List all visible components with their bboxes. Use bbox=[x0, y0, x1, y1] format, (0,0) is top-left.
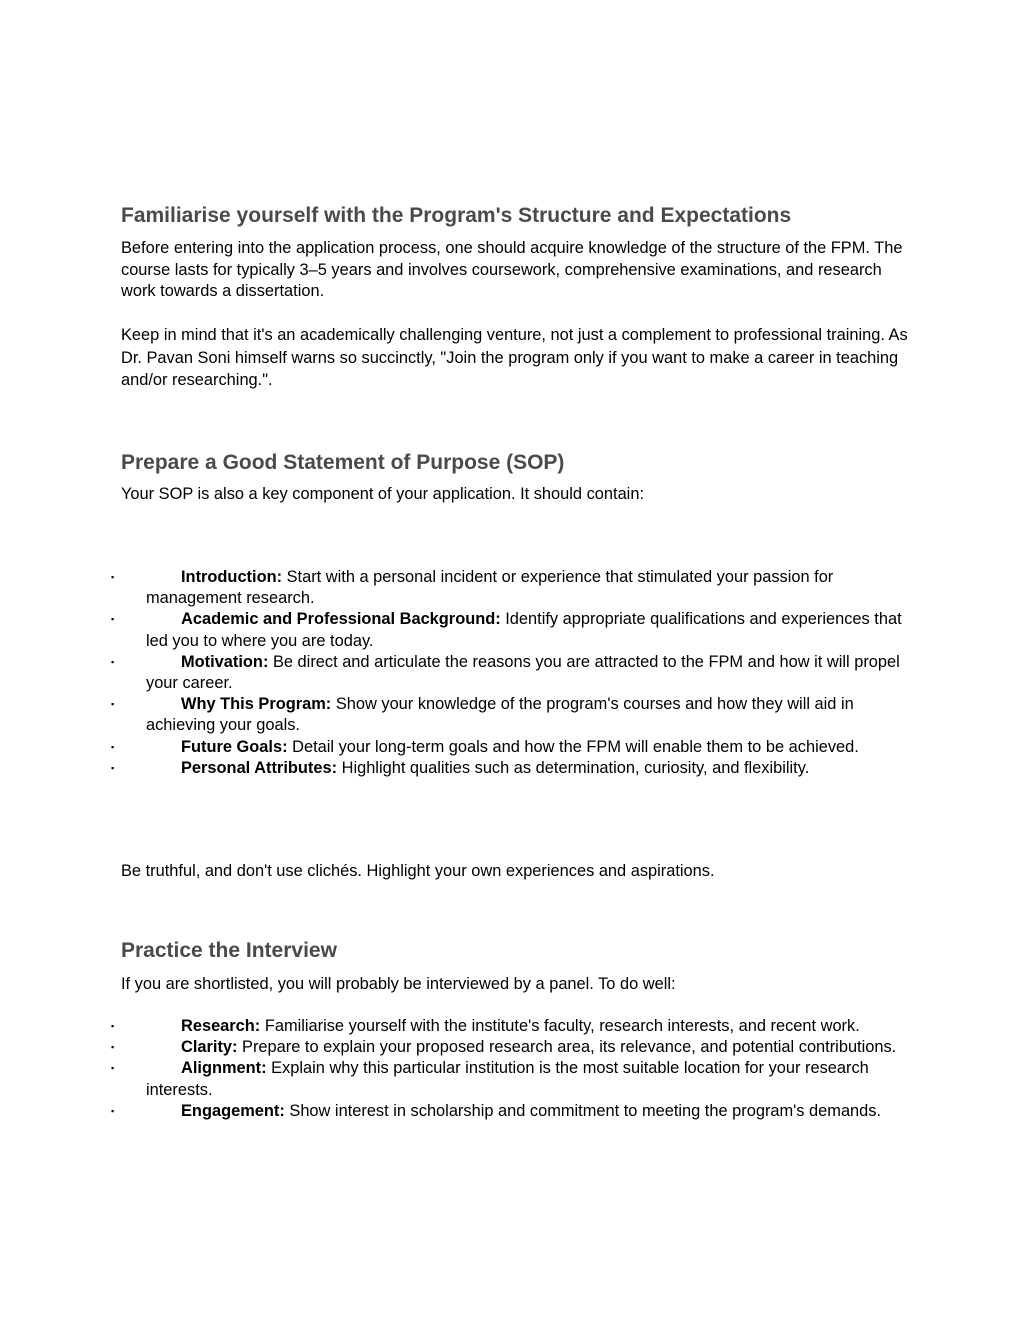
list-item-label: Alignment: bbox=[181, 1059, 267, 1078]
list-item bbox=[111, 1037, 916, 1058]
list-item bbox=[111, 652, 916, 694]
structure-paragraph-2: Keep in mind that it's an academically challenging venture, not just a complement to professional training. As Dr. Pavan Soni himself warns so succinctly, "Join the program only if you want to make a career in teaching and/or researching.". bbox=[121, 326, 908, 389]
list-item-text: Be direct and articulate the reasons you are attracted to the FPM and how it will propel your career. bbox=[146, 652, 900, 693]
list-item-text: Show interest in scholarship and commitment to meeting the program's demands. bbox=[284, 1101, 882, 1120]
list-item bbox=[111, 1101, 916, 1122]
bullet-marker: ▪ bbox=[111, 572, 115, 582]
list-item bbox=[111, 567, 916, 609]
list-item-label: Clarity: bbox=[181, 1038, 238, 1057]
list-item-label: Introduction: bbox=[181, 568, 283, 586]
list-item-text: Show your knowledge of the program's courses and how they will aid in achieving your goals. bbox=[146, 695, 854, 735]
section-heading-interview: Practice the Interview bbox=[121, 939, 337, 962]
bullet-marker: ▪ bbox=[111, 762, 115, 773]
list-item-text: Highlight qualities such as determination, curiosity, and flexibility. bbox=[337, 758, 810, 777]
section-heading-structure: Familiarise yourself with the Program's Structure and Expectations bbox=[121, 204, 792, 227]
list-item bbox=[111, 1058, 916, 1100]
list-item bbox=[111, 609, 916, 651]
bullet-marker: ▪ bbox=[111, 1105, 115, 1116]
list-item bbox=[111, 694, 916, 736]
section-heading-sop: Prepare a Good Statement of Purpose (SOP) bbox=[121, 451, 565, 474]
list-item-label: Research: bbox=[181, 1017, 261, 1035]
bullet-marker: ▪ bbox=[111, 1063, 115, 1074]
bullet-marker: ▪ bbox=[111, 1042, 115, 1053]
sop-closing: Be truthful, and don't use clichés. Highlight your own experiences and aspirations. bbox=[121, 862, 715, 880]
sop-list bbox=[111, 567, 916, 779]
list-item-text: Start with a personal incident or experience that stimulated your passion for management research. bbox=[146, 568, 834, 608]
list-item-label: Why This Program: bbox=[181, 695, 332, 714]
list-item-label: Engagement: bbox=[181, 1101, 285, 1120]
sop-intro: Your SOP is also a key component of your application. It should contain: bbox=[121, 485, 644, 503]
list-item bbox=[111, 737, 916, 758]
list-item-text: Detail your long-term goals and how the FPM will enable them to be achieved. bbox=[287, 737, 859, 756]
interview-intro: If you are shortlisted, you will probably be interviewed by a panel. To do well: bbox=[121, 975, 676, 993]
list-item-label: Personal Attributes: bbox=[181, 758, 338, 777]
bullet-marker: ▪ bbox=[111, 1021, 115, 1031]
list-item-text: Familiarise yourself with the institute's faculty, research interests, and recent work. bbox=[260, 1017, 860, 1035]
bullet-marker: ▪ bbox=[111, 614, 115, 625]
list-item-text: Prepare to explain your proposed research area, its relevance, and potential contributions. bbox=[237, 1038, 897, 1057]
list-item-text: Identify appropriate qualifications and experiences that led you to where you are today. bbox=[146, 610, 902, 650]
bullet-marker: ▪ bbox=[111, 741, 115, 752]
list-item-text: Explain why this particular institution is the most suitable location for your research interests. bbox=[146, 1059, 869, 1099]
bullet-marker: ▪ bbox=[111, 656, 115, 667]
bullet-marker: ▪ bbox=[111, 699, 115, 710]
list-item-label: Future Goals: bbox=[181, 737, 288, 756]
list-item bbox=[111, 1016, 916, 1037]
list-item bbox=[111, 758, 916, 779]
structure-paragraph-1: Before entering into the application process, one should acquire knowledge of the structure of the FPM. The course lasts for typically 3–5 years and involves coursework, comprehensive examinations, and research work towards a dissertation. bbox=[121, 239, 903, 300]
list-item-label: Motivation: bbox=[181, 652, 269, 671]
list-item-label: Academic and Professional Background: bbox=[181, 610, 501, 629]
interview-list bbox=[111, 1016, 916, 1122]
